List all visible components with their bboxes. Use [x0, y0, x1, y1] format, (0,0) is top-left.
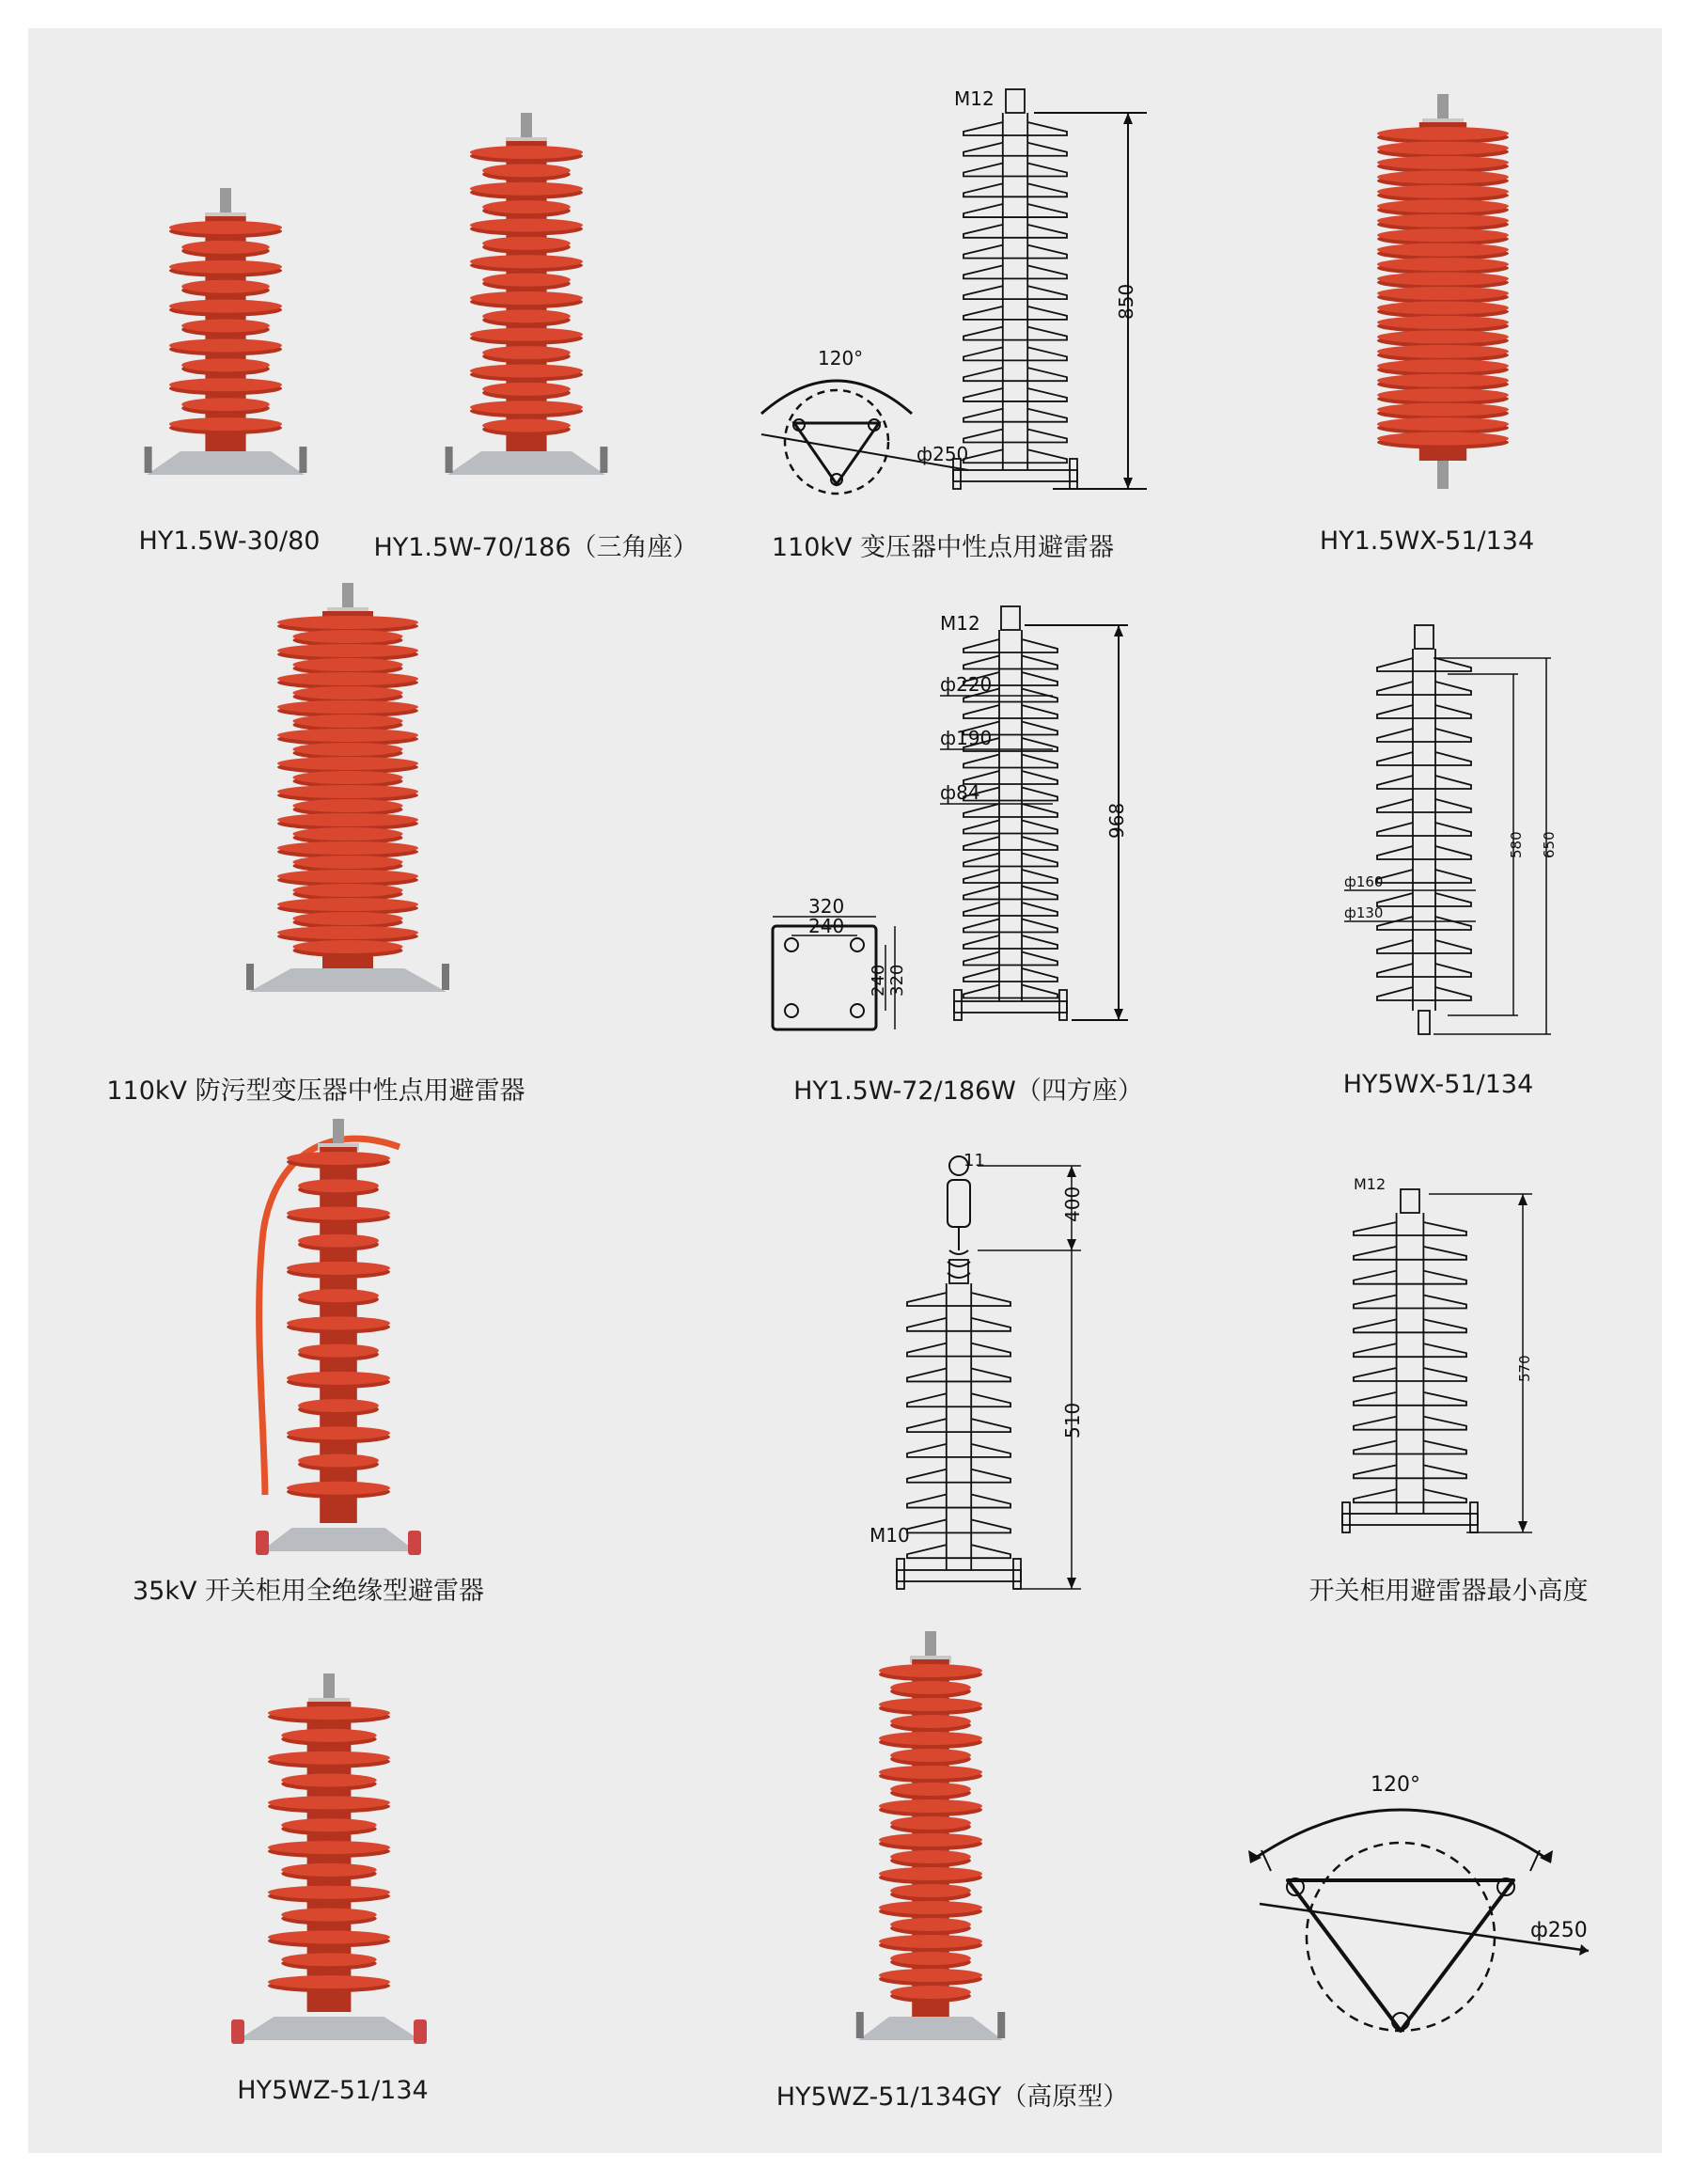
- dim-9-height: 570: [1516, 1355, 1533, 1382]
- photo-hy15w-70-186: [442, 94, 611, 498]
- drawing-triangle-base: [1231, 1739, 1607, 2040]
- photo-hy15wx-51-134: [1349, 85, 1537, 508]
- photo-35kv-switchgear: [207, 1128, 423, 1561]
- caption-hy15w-70-186: HY1.5W-70/186（三角座）: [373, 533, 698, 562]
- caption-hy5wz-51-134gy: HY5WZ-51/134GY（高原型）: [776, 2082, 1129, 2112]
- dim-8-top: 11: [964, 1151, 985, 1171]
- dim-6-d2: ф190: [940, 727, 993, 749]
- dim-7-h2: 650: [1541, 831, 1558, 858]
- dim-3-height: 850: [1115, 283, 1137, 320]
- caption-hy15w-30-80: HY1.5W-30/80: [138, 526, 321, 556]
- dim-6-h1: 240: [869, 964, 888, 997]
- photo-110kv-antifouling: [254, 592, 442, 1015]
- drawing-hy5wx-51-134: [1316, 616, 1617, 1058]
- photo-hy5wz-51-134: [235, 1673, 423, 2050]
- caption-110kv-antifouling: 110kV 防污型变压器中性点用避雷器: [106, 1076, 525, 1106]
- dim-6-w2: 240: [808, 915, 845, 937]
- drawing-110kv-neutral-arrester: [743, 66, 1194, 508]
- dim-8-h1: 400: [1061, 1186, 1084, 1222]
- photo-hy15w-30-80: [141, 179, 310, 498]
- dim-8-bolt: M10: [870, 1524, 910, 1547]
- dim-7-h1: 580: [1508, 831, 1525, 858]
- drawing-switchgear-arrester: [1307, 1156, 1607, 1561]
- dim-6-h2: 320: [887, 964, 907, 997]
- catalog-panel: [28, 28, 1662, 2153]
- caption-min-height: 开关柜用避雷器最小高度: [1308, 1577, 1589, 1606]
- caption-hy15w-72-186w: HY1.5W-72/186W（四方座）: [793, 1076, 1143, 1106]
- dim-7-d1: ф160: [1344, 873, 1384, 890]
- dim-3-dia: ф250: [916, 443, 969, 465]
- caption-hy15wx-51-134: HY1.5WX-51/134: [1319, 526, 1535, 556]
- dim-6-height: 968: [1105, 802, 1128, 839]
- drawing-hy15w-72-186w: [752, 592, 1184, 1044]
- caption-110kv-neutral: 110kV 变压器中性点用避雷器: [771, 533, 1115, 562]
- drawing-3-arrester: [953, 89, 1077, 489]
- dim-7-d2: ф130: [1344, 904, 1384, 921]
- caption-hy5wx-51-134: HY5WX-51/134: [1342, 1070, 1534, 1099]
- caption-35kv-switchgear: 35kV 开关柜用全绝缘型避雷器: [132, 1577, 485, 1606]
- dim-6-d1: ф220: [940, 673, 993, 696]
- dim-3-angle: 120°: [818, 347, 864, 369]
- dim-12-dia: ф250: [1530, 1919, 1588, 1942]
- dim-9-bolt: M12: [1354, 1175, 1386, 1193]
- photo-hy5wz-51-134gy: [837, 1622, 1025, 2054]
- dim-3-bolt: M12: [954, 87, 995, 110]
- dim-8-h2: 510: [1061, 1402, 1084, 1438]
- drawing-min-height: [827, 1147, 1109, 1617]
- dim-12-angle: 120°: [1371, 1773, 1420, 1797]
- dim-6-d3: ф84: [940, 781, 980, 804]
- caption-hy5wz-51-134: HY5WZ-51/134: [237, 2076, 429, 2105]
- dim-6-w1: 320: [808, 895, 845, 918]
- dim-6-bolt: M12: [940, 612, 980, 635]
